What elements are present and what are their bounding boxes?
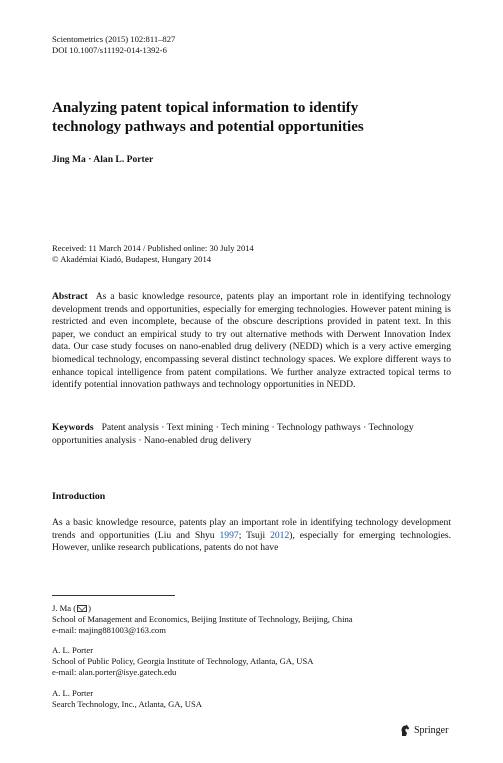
intro-text-b: ; Tsuji [238, 529, 271, 541]
keywords [52, 422, 451, 447]
title-line-1: Analyzing patent topical information to identify [52, 100, 359, 116]
received-published: Received: 11 March 2014 / Published online: 30 July 2014 [52, 243, 254, 253]
footnote-affiliation: School of Management and Economics, Beijing Institute of Technology, Beijing, China [52, 614, 353, 624]
footnote-affiliation: School of Public Policy, Georgia Institute of Technology, Atlanta, GA, USA [52, 656, 314, 666]
journal-header [52, 34, 175, 56]
authors: Jing Ma · Alan L. Porter [52, 154, 154, 165]
abstract [52, 291, 451, 392]
journal-doi[interactable]: DOI 10.1007/s11192-014-1392-6 [52, 45, 167, 55]
footnote-author-2 [52, 645, 452, 678]
footnote-email[interactable]: e-mail: majing881003@163.com [52, 625, 166, 635]
keywords-label: Keywords [52, 422, 94, 433]
footnote-author-3 [52, 688, 452, 710]
citation-link-2012[interactable]: 2012 [270, 529, 290, 541]
abstract-text: As a basic knowledge resource, patents play an important role in identifying technology development trends and opportunities, especially for emerging technologies. However patent mining is restricted and even incomplete, because of the obscure descriptions provided in patent text. In this paper, we conduct an empirical study to try out alternative methods with Derwent Innovation Index data. Our case study focuses on nano-enabled drug delivery (NEDD) which is a very active emerging biomedical technology, encompassing several distinct technology spaces. We explore different ways to enhance topical intelligence from patent compilations. We further analyze extracted topical terms to identify potential innovation pathways and technology opportunities in NEDD. [52, 291, 451, 391]
footnote-affiliation: Search Technology, Inc., Atlanta, GA, USA [52, 699, 202, 709]
intro-text-c: ), especially for emerging technologies. However, unlike research publications, patents do not have [52, 529, 451, 554]
title-line-2: technology pathways and potential opportunities [52, 119, 364, 135]
footnote-name: A. L. Porter [52, 688, 94, 698]
publisher-name: Springer [414, 725, 449, 736]
springer-horse-icon [399, 724, 411, 737]
publisher-logo [399, 724, 448, 737]
copyright: © Akadémiai Kiadó, Budapest, Hungary 2014 [52, 254, 212, 264]
footnote-name: A. L. Porter [52, 645, 94, 655]
footnote-email[interactable]: e-mail: alan.porter@isye.gatech.edu [52, 667, 177, 677]
footnote-author-1: J. Ma ( ) School of Management and Economics, Beijing Institute of Technology, Beijing, China e-mail: majing881003@163.com [52, 603, 452, 636]
envelope-icon [77, 605, 87, 612]
intro-text-a: As a basic knowledge resource, patents play an important role in identifying technology development trends and opportunities (Liu and Shyu [52, 517, 451, 541]
article-title [52, 99, 452, 137]
footnote-name: J. Ma [52, 603, 72, 613]
publication-dates [52, 243, 254, 265]
citation-link-1997[interactable]: 1997 [219, 529, 239, 541]
section-heading-introduction: Introduction [52, 491, 106, 502]
abstract-label: Abstract [52, 291, 88, 302]
introduction-paragraph [52, 517, 451, 555]
journal-citation: Scientometrics (2015) 102:811–827 [52, 34, 176, 44]
footnote-divider [52, 595, 175, 596]
keywords-text: Patent analysis · Text mining · Tech mining · Technology pathways · Technology opportunities analysis · Nano-enabled drug delivery [52, 422, 414, 446]
